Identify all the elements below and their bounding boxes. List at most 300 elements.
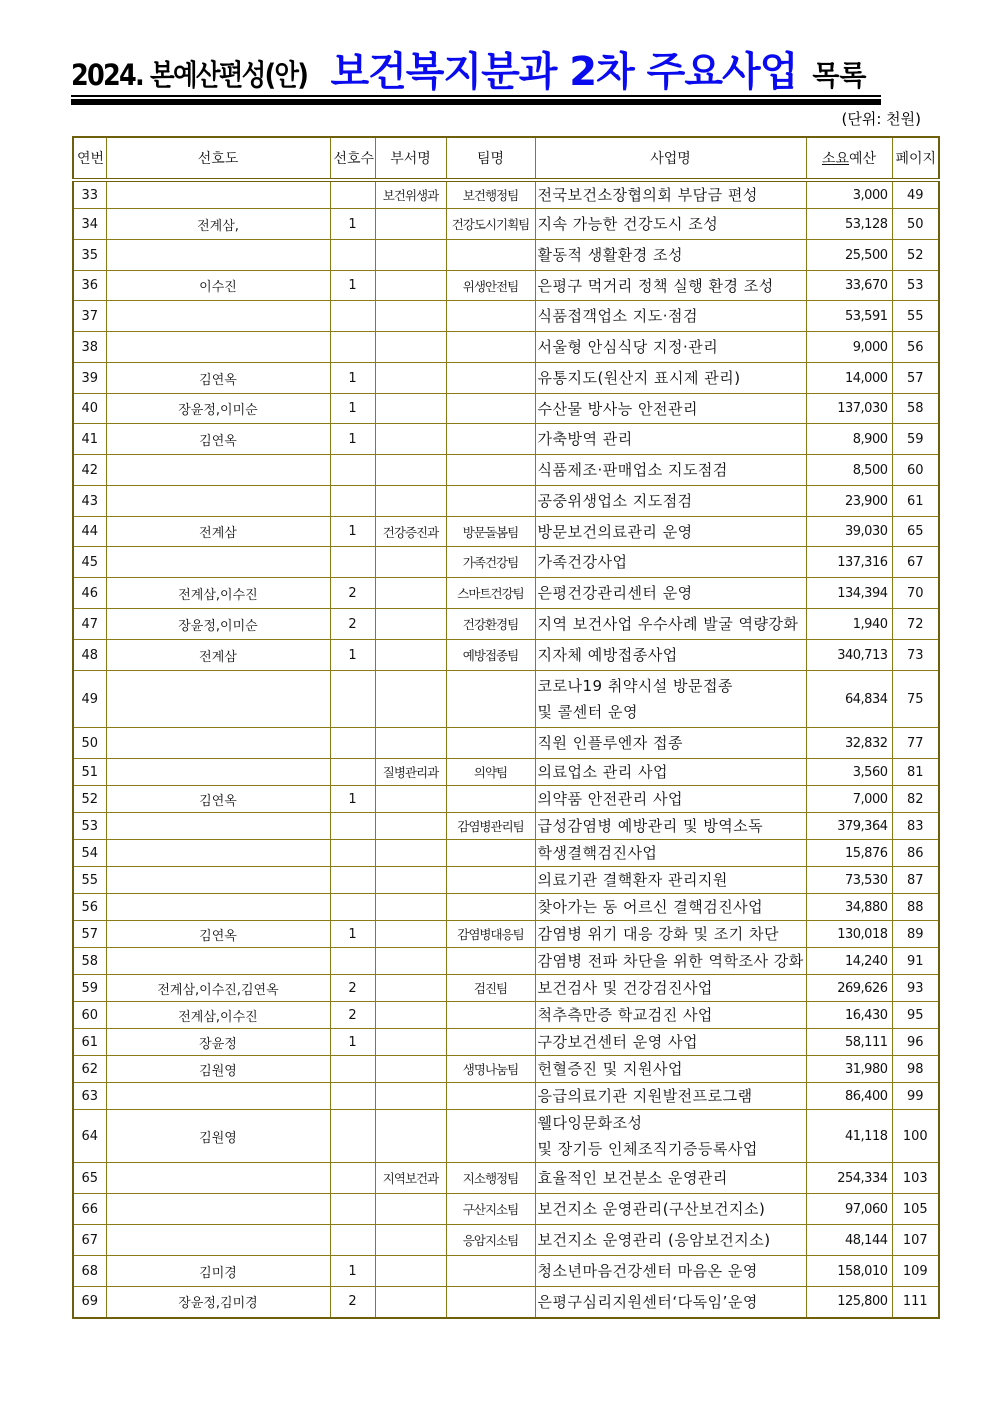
row-team: 가족건강팀 bbox=[446, 547, 535, 578]
table-row bbox=[73, 975, 939, 1002]
row-team: 지소행정팀 bbox=[446, 1163, 535, 1194]
row-count bbox=[330, 867, 375, 894]
row-page: 50 bbox=[892, 209, 939, 240]
row-dept bbox=[375, 840, 446, 867]
row-budget: 58,111 bbox=[806, 1029, 892, 1056]
row-page: 103 bbox=[892, 1163, 939, 1194]
row-team bbox=[446, 486, 535, 517]
row-business bbox=[535, 1287, 806, 1318]
row-page: 111 bbox=[892, 1287, 939, 1318]
row-names: 장윤정 bbox=[106, 1029, 330, 1056]
row-business bbox=[535, 1110, 806, 1163]
row-names bbox=[106, 1225, 330, 1256]
row-names bbox=[106, 1083, 330, 1110]
row-team bbox=[446, 1287, 535, 1318]
row-dept bbox=[375, 394, 446, 424]
row-dept bbox=[375, 578, 446, 609]
row-count bbox=[330, 455, 375, 486]
row-names bbox=[106, 486, 330, 517]
row-dept bbox=[375, 1287, 446, 1318]
row-business-line: 수산물 방사능 안전관리 bbox=[537, 399, 698, 418]
header-dept: 부서명 bbox=[375, 137, 446, 180]
row-team: 의약팀 bbox=[446, 759, 535, 786]
row-count bbox=[330, 1056, 375, 1083]
row-business-line: 은평구 먹거리 정책 실행 환경 조성 bbox=[537, 276, 774, 295]
row-dept bbox=[375, 786, 446, 813]
row-dept bbox=[375, 640, 446, 671]
row-team: 건강도시기획팀 bbox=[446, 209, 535, 240]
row-names bbox=[106, 301, 330, 332]
row-team bbox=[446, 728, 535, 759]
row-dept bbox=[375, 671, 446, 728]
table-row bbox=[73, 1256, 939, 1287]
row-business bbox=[535, 240, 806, 271]
row-business bbox=[535, 921, 806, 948]
row-business-line: 코로나19 취약시설 방문접종 bbox=[537, 677, 734, 695]
row-page: 93 bbox=[892, 975, 939, 1002]
table-row bbox=[73, 1163, 939, 1194]
row-business bbox=[535, 1194, 806, 1225]
row-business-line: 전국보건소장협의회 부담금 편성 bbox=[537, 186, 758, 204]
row-dept bbox=[375, 609, 446, 640]
table-row bbox=[73, 1029, 939, 1056]
row-budget: 41,118 bbox=[806, 1110, 892, 1163]
row-business bbox=[535, 975, 806, 1002]
row-dept bbox=[375, 1110, 446, 1163]
row-budget: 3,000 bbox=[806, 180, 892, 209]
table-row bbox=[73, 486, 939, 517]
row-team bbox=[446, 1110, 535, 1163]
row-count: 2 bbox=[330, 1002, 375, 1029]
row-num: 45 bbox=[73, 547, 106, 578]
row-business-line: 보건검사 및 건강검진사업 bbox=[537, 979, 713, 997]
row-business-line: 보건지소 운영관리(구산보건지소) bbox=[537, 1200, 766, 1218]
row-names bbox=[106, 671, 330, 728]
row-num: 40 bbox=[73, 394, 106, 424]
row-page: 109 bbox=[892, 1256, 939, 1287]
row-num: 47 bbox=[73, 609, 106, 640]
row-page: 87 bbox=[892, 867, 939, 894]
row-budget: 23,900 bbox=[806, 486, 892, 517]
row-business-line: 방문보건의료관리 운영 bbox=[537, 522, 693, 541]
row-business bbox=[535, 424, 806, 455]
row-business bbox=[535, 1225, 806, 1256]
row-budget: 340,713 bbox=[806, 640, 892, 671]
table-row bbox=[73, 1002, 939, 1029]
row-team: 검진팀 bbox=[446, 975, 535, 1002]
row-budget: 32,832 bbox=[806, 728, 892, 759]
table-row bbox=[73, 209, 939, 240]
row-num: 51 bbox=[73, 759, 106, 786]
row-business-line: 식품제조·판매업소 지도점검 bbox=[537, 461, 728, 479]
row-dept bbox=[375, 209, 446, 240]
row-count bbox=[330, 180, 375, 209]
row-count bbox=[330, 813, 375, 840]
row-team bbox=[446, 455, 535, 486]
table-row bbox=[73, 671, 939, 728]
row-num: 38 bbox=[73, 332, 106, 363]
header-budget-rest: 예산 bbox=[849, 151, 877, 167]
header-page: 페이지 bbox=[892, 137, 939, 180]
row-budget: 1,940 bbox=[806, 609, 892, 640]
row-budget: 14,000 bbox=[806, 363, 892, 394]
row-page: 95 bbox=[892, 1002, 939, 1029]
table-row bbox=[73, 813, 939, 840]
row-page: 70 bbox=[892, 578, 939, 609]
row-names: 김미경 bbox=[106, 1256, 330, 1287]
unit-note: (단위: 천원) bbox=[841, 110, 921, 128]
row-names bbox=[106, 240, 330, 271]
table-row bbox=[73, 1083, 939, 1110]
title-suffix: 목록 bbox=[812, 59, 867, 92]
row-page: 98 bbox=[892, 1056, 939, 1083]
table-row bbox=[73, 578, 939, 609]
row-business bbox=[535, 363, 806, 394]
row-team bbox=[446, 301, 535, 332]
row-budget: 34,880 bbox=[806, 894, 892, 921]
row-business bbox=[535, 640, 806, 671]
row-dept bbox=[375, 975, 446, 1002]
row-budget: 125,800 bbox=[806, 1287, 892, 1318]
document-title-block bbox=[71, 46, 881, 106]
row-business bbox=[535, 209, 806, 240]
row-num: 54 bbox=[73, 840, 106, 867]
row-dept bbox=[375, 1002, 446, 1029]
header-team: 팀명 bbox=[446, 137, 535, 180]
row-business bbox=[535, 894, 806, 921]
row-business bbox=[535, 759, 806, 786]
table-header-row bbox=[73, 137, 939, 180]
table-row bbox=[73, 240, 939, 271]
header-names: 선호도 bbox=[106, 137, 330, 180]
row-dept bbox=[375, 1256, 446, 1287]
row-num: 68 bbox=[73, 1256, 106, 1287]
row-business-line: 청소년마음건강센터 마음온 운영 bbox=[537, 1262, 758, 1280]
table-row bbox=[73, 948, 939, 975]
table-row bbox=[73, 640, 939, 671]
row-count: 2 bbox=[330, 609, 375, 640]
row-business-line: 가족건강사업 bbox=[537, 553, 628, 571]
row-business bbox=[535, 786, 806, 813]
row-page: 107 bbox=[892, 1225, 939, 1256]
row-business-line: 및 장기등 인체조직기증등록사업 bbox=[537, 1140, 758, 1158]
row-business-line: 서울형 안심식당 지정·관리 bbox=[537, 338, 719, 356]
row-names bbox=[106, 180, 330, 209]
row-page: 59 bbox=[892, 424, 939, 455]
row-page: 56 bbox=[892, 332, 939, 363]
row-count: 1 bbox=[330, 394, 375, 424]
row-business bbox=[535, 486, 806, 517]
row-num: 35 bbox=[73, 240, 106, 271]
row-dept bbox=[375, 921, 446, 948]
row-count: 1 bbox=[330, 786, 375, 813]
row-page: 61 bbox=[892, 486, 939, 517]
row-dept bbox=[375, 1056, 446, 1083]
header-budget-underlined: 소요 bbox=[821, 151, 849, 167]
row-num: 52 bbox=[73, 786, 106, 813]
row-budget: 9,000 bbox=[806, 332, 892, 363]
row-dept bbox=[375, 728, 446, 759]
table-row bbox=[73, 332, 939, 363]
row-count bbox=[330, 301, 375, 332]
row-dept bbox=[375, 486, 446, 517]
row-num: 56 bbox=[73, 894, 106, 921]
table-row bbox=[73, 517, 939, 547]
row-count bbox=[330, 759, 375, 786]
table-row bbox=[73, 1194, 939, 1225]
row-names bbox=[106, 728, 330, 759]
row-page: 100 bbox=[892, 1110, 939, 1163]
row-business bbox=[535, 180, 806, 209]
row-names: 김연옥 bbox=[106, 363, 330, 394]
row-num: 63 bbox=[73, 1083, 106, 1110]
row-names bbox=[106, 1194, 330, 1225]
row-names: 김연옥 bbox=[106, 424, 330, 455]
row-business bbox=[535, 547, 806, 578]
row-business-line: 급성감염병 예방관리 및 방역소독 bbox=[537, 817, 764, 835]
row-count: 1 bbox=[330, 424, 375, 455]
row-budget: 86,400 bbox=[806, 1083, 892, 1110]
row-team bbox=[446, 332, 535, 363]
row-page: 65 bbox=[892, 517, 939, 547]
row-num: 46 bbox=[73, 578, 106, 609]
row-budget: 137,316 bbox=[806, 547, 892, 578]
row-business-line: 가축방역 관리 bbox=[537, 430, 633, 448]
row-page: 72 bbox=[892, 609, 939, 640]
row-count bbox=[330, 1163, 375, 1194]
row-dept: 건강증진과 bbox=[375, 517, 446, 547]
row-page: 57 bbox=[892, 363, 939, 394]
row-dept bbox=[375, 301, 446, 332]
row-budget: 33,670 bbox=[806, 271, 892, 301]
row-team bbox=[446, 840, 535, 867]
row-business bbox=[535, 578, 806, 609]
row-budget: 97,060 bbox=[806, 1194, 892, 1225]
row-team bbox=[446, 1256, 535, 1287]
row-num: 69 bbox=[73, 1287, 106, 1318]
row-count: 1 bbox=[330, 1029, 375, 1056]
row-dept bbox=[375, 813, 446, 840]
row-dept bbox=[375, 894, 446, 921]
row-business bbox=[535, 1002, 806, 1029]
row-business bbox=[535, 1056, 806, 1083]
row-business-line: 의약품 안전관리 사업 bbox=[537, 790, 683, 808]
row-business-line: 보건지소 운영관리 (응암보건지소) bbox=[537, 1231, 771, 1249]
row-budget: 158,010 bbox=[806, 1256, 892, 1287]
row-business-line: 헌혈증진 및 지원사업 bbox=[537, 1060, 683, 1078]
row-business-line: 학생결핵검진사업 bbox=[537, 844, 658, 862]
row-business bbox=[535, 1029, 806, 1056]
row-count bbox=[330, 1225, 375, 1256]
row-business-line: 은평구심리지원센터‘다독임’운영 bbox=[537, 1292, 758, 1311]
row-num: 65 bbox=[73, 1163, 106, 1194]
row-business bbox=[535, 332, 806, 363]
table-row bbox=[73, 1225, 939, 1256]
row-dept bbox=[375, 1194, 446, 1225]
row-page: 67 bbox=[892, 547, 939, 578]
row-page: 60 bbox=[892, 455, 939, 486]
table-row bbox=[73, 180, 939, 209]
row-budget: 48,144 bbox=[806, 1225, 892, 1256]
row-count: 1 bbox=[330, 363, 375, 394]
row-page: 86 bbox=[892, 840, 939, 867]
row-count bbox=[330, 948, 375, 975]
business-table bbox=[72, 136, 940, 1319]
row-count: 1 bbox=[330, 271, 375, 301]
row-business-line: 활동적 생활환경 조성 bbox=[537, 246, 683, 264]
row-team bbox=[446, 1002, 535, 1029]
row-num: 57 bbox=[73, 921, 106, 948]
row-dept: 지역보건과 bbox=[375, 1163, 446, 1194]
row-count: 2 bbox=[330, 1287, 375, 1318]
row-page: 55 bbox=[892, 301, 939, 332]
row-page: 52 bbox=[892, 240, 939, 271]
table-row bbox=[73, 1056, 939, 1083]
row-business bbox=[535, 948, 806, 975]
row-business-line: 유통지도(원산지 표시제 관리) bbox=[537, 369, 741, 387]
row-budget: 8,900 bbox=[806, 424, 892, 455]
row-count: 2 bbox=[330, 578, 375, 609]
header-budget bbox=[806, 137, 892, 180]
row-num: 43 bbox=[73, 486, 106, 517]
row-page: 99 bbox=[892, 1083, 939, 1110]
row-business bbox=[535, 671, 806, 728]
row-num: 42 bbox=[73, 455, 106, 486]
row-business bbox=[535, 840, 806, 867]
row-page: 49 bbox=[892, 180, 939, 209]
row-names bbox=[106, 759, 330, 786]
row-team: 방문돌봄팀 bbox=[446, 517, 535, 547]
row-business-line: 감염병 위기 대응 강화 및 조기 차단 bbox=[537, 925, 779, 943]
table-row bbox=[73, 1110, 939, 1163]
row-num: 58 bbox=[73, 948, 106, 975]
header-count: 선호수 bbox=[330, 137, 375, 180]
row-business-line: 웰다잉문화조성 bbox=[537, 1114, 643, 1132]
row-team: 구산지소팀 bbox=[446, 1194, 535, 1225]
title-rule-thin bbox=[71, 95, 881, 97]
table-row bbox=[73, 424, 939, 455]
row-dept bbox=[375, 240, 446, 271]
row-names: 김원영 bbox=[106, 1056, 330, 1083]
row-business bbox=[535, 867, 806, 894]
row-dept bbox=[375, 455, 446, 486]
row-names: 전계삼, bbox=[106, 209, 330, 240]
row-team bbox=[446, 240, 535, 271]
row-page: 58 bbox=[892, 394, 939, 424]
row-budget: 39,030 bbox=[806, 517, 892, 547]
row-names bbox=[106, 894, 330, 921]
row-names: 전계삼,이수진 bbox=[106, 578, 330, 609]
row-budget: 8,500 bbox=[806, 455, 892, 486]
row-names: 장윤정,이미순 bbox=[106, 394, 330, 424]
row-count: 1 bbox=[330, 209, 375, 240]
row-count bbox=[330, 894, 375, 921]
title-main: 보건복지분과 2차 주요사업 bbox=[330, 49, 798, 95]
row-page: 53 bbox=[892, 271, 939, 301]
row-page: 81 bbox=[892, 759, 939, 786]
row-budget: 25,500 bbox=[806, 240, 892, 271]
row-business bbox=[535, 609, 806, 640]
row-team: 예방접종팀 bbox=[446, 640, 535, 671]
row-business bbox=[535, 813, 806, 840]
page-title bbox=[71, 49, 867, 95]
row-dept bbox=[375, 1083, 446, 1110]
title-rule-thick bbox=[71, 99, 881, 105]
row-num: 44 bbox=[73, 517, 106, 547]
row-dept bbox=[375, 424, 446, 455]
row-names: 전계삼,이수진 bbox=[106, 1002, 330, 1029]
row-budget: 64,834 bbox=[806, 671, 892, 728]
row-count: 1 bbox=[330, 640, 375, 671]
row-dept bbox=[375, 332, 446, 363]
header-num: 연번 bbox=[73, 137, 106, 180]
row-dept bbox=[375, 547, 446, 578]
row-business bbox=[535, 517, 806, 547]
row-num: 37 bbox=[73, 301, 106, 332]
table-row bbox=[73, 728, 939, 759]
row-team bbox=[446, 394, 535, 424]
row-names: 전계삼,이수진,김연옥 bbox=[106, 975, 330, 1002]
row-team bbox=[446, 948, 535, 975]
row-num: 41 bbox=[73, 424, 106, 455]
row-num: 66 bbox=[73, 1194, 106, 1225]
row-team: 위생안전팀 bbox=[446, 271, 535, 301]
row-num: 34 bbox=[73, 209, 106, 240]
table-row bbox=[73, 894, 939, 921]
row-business-line: 의료기관 결핵환자 관리지원 bbox=[537, 871, 728, 889]
row-names: 이수진 bbox=[106, 271, 330, 301]
row-budget: 137,030 bbox=[806, 394, 892, 424]
row-business-line: 공중위생업소 지도점검 bbox=[537, 492, 693, 510]
row-num: 62 bbox=[73, 1056, 106, 1083]
table-row bbox=[73, 786, 939, 813]
row-business-line: 의료업소 관리 사업 bbox=[537, 763, 668, 781]
row-dept bbox=[375, 1029, 446, 1056]
row-business-line: 지속 가능한 건강도시 조성 bbox=[537, 215, 719, 233]
row-business-line: 식품접객업소 지도·점검 bbox=[537, 307, 698, 325]
row-team: 건강환경팀 bbox=[446, 609, 535, 640]
table-row bbox=[73, 921, 939, 948]
row-business-line: 척추측만증 학교검진 사업 bbox=[537, 1006, 713, 1024]
row-business-line: 지자체 예방접종사업 bbox=[537, 646, 678, 664]
row-names: 김연옥 bbox=[106, 921, 330, 948]
row-count bbox=[330, 240, 375, 271]
title-prefix: 2024. 본예산편성(안) bbox=[71, 58, 308, 92]
row-budget: 3,560 bbox=[806, 759, 892, 786]
row-page: 88 bbox=[892, 894, 939, 921]
table-row bbox=[73, 271, 939, 301]
row-names: 김원영 bbox=[106, 1110, 330, 1163]
row-dept bbox=[375, 271, 446, 301]
row-num: 64 bbox=[73, 1110, 106, 1163]
row-team bbox=[446, 363, 535, 394]
table-row bbox=[73, 455, 939, 486]
row-team bbox=[446, 1029, 535, 1056]
row-num: 49 bbox=[73, 671, 106, 728]
row-num: 33 bbox=[73, 180, 106, 209]
row-team: 스마트건강팀 bbox=[446, 578, 535, 609]
row-business-line: 지역 보건사업 우수사례 발굴 역량강화 bbox=[537, 615, 799, 633]
row-names bbox=[106, 1163, 330, 1194]
row-num: 36 bbox=[73, 271, 106, 301]
row-count bbox=[330, 1083, 375, 1110]
row-page: 91 bbox=[892, 948, 939, 975]
row-team bbox=[446, 1083, 535, 1110]
row-names bbox=[106, 840, 330, 867]
row-count bbox=[330, 1110, 375, 1163]
row-business bbox=[535, 1163, 806, 1194]
row-num: 61 bbox=[73, 1029, 106, 1056]
